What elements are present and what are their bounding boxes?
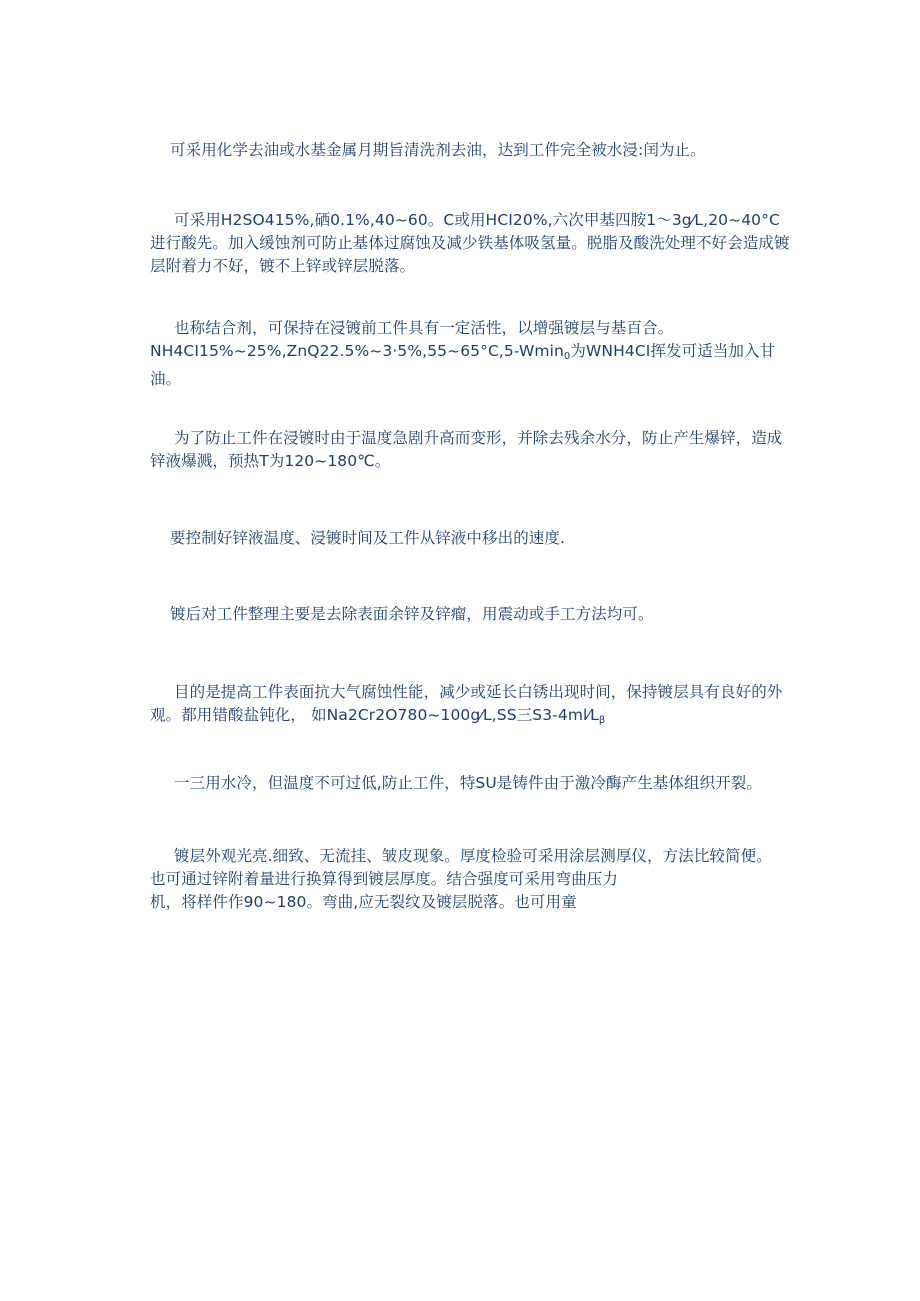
paragraph-line: 机，将样件作90~180。弯曲,应无裂纹及镀层脱落。也可用童 <box>150 893 577 911</box>
paragraph-line: 目的是提高工件表面抗大气腐蚀性能，减少或延长白锈出现时间，保持镀层具有良好的外 <box>174 683 783 701</box>
paragraph-line: 可采用化学去油或水基金属月期旨清洗剂去油，达到工件完全被水浸:闰为止。 <box>170 141 706 159</box>
paragraph-line: 一三用水冷，但温度不可过低,防止工件，特SU是铸件由于激冷酶产生基体组织开裂。 <box>174 774 763 792</box>
paragraph-line: NH4CI15%~25%,ZnQ22.5%~3·5%,55~65°C,5-Wmin <box>150 342 564 360</box>
paragraph-line: 也可通过锌附着量进行换算得到镀层厚度。结合强度可采用弯曲压力 <box>150 870 619 888</box>
paragraph-cooling <box>150 772 790 795</box>
paragraph-passivation <box>150 681 790 732</box>
paragraph-finishing <box>150 603 790 626</box>
paragraph-flux <box>150 317 790 391</box>
paragraph-line: 要控制好锌液温度、浸镀时间及工件从锌液中移出的速度. <box>170 529 566 547</box>
subscript: β <box>598 715 606 726</box>
paragraph-preheat <box>150 427 790 473</box>
paragraph-line: 可采用H2SO415%,硒0.1%,40~60。C或用HCI20%,六次甲基四胺1～3g⁄L,20~40°C <box>174 211 780 229</box>
paragraph-inspection <box>150 845 790 914</box>
paragraph-line: 油。 <box>150 370 182 388</box>
paragraph-line: 镀后对工件整理主要是去除表面余锌及锌瘤，用震动或手工方法均可。 <box>170 605 654 623</box>
paragraph-line: 层附着力不好，镀不上锌或锌层脱落。 <box>150 257 416 275</box>
paragraph-line: 镀层外观光亮.细致、无流挂、皱皮现象。厚度检验可采用涂层测厚仪，方法比较简便。 <box>174 847 772 865</box>
paragraph-line: 观。都用错酸盐钝化， 如Na2Cr2O780~100g⁄L,SS三S3-4ml⁄L <box>150 706 599 724</box>
paragraph-line: 锌液爆溅，预热T为120~180℃。 <box>150 452 391 470</box>
paragraph-line: 进行酸先。加入缓蚀剂可防止基体过腐蚀及减少铁基体吸氢量。脱脂及酸洗处理不好会造成镀 <box>150 234 790 252</box>
paragraph-pickling <box>150 209 790 278</box>
paragraph-dipping <box>150 527 790 550</box>
subscript: 0 <box>563 351 571 362</box>
paragraph-line: 也称结合剂，可保持在浸镀前工件具有一定活性，以增强镀层与基百合。 <box>174 319 674 337</box>
paragraph-line: 为了防止工件在浸镀时由于温度急剧升高而变形，并除去残余水分，防止产生爆锌，造成 <box>174 429 783 447</box>
paragraph-line-tail: 为WNH4CI挥发可适当加入甘 <box>570 342 776 360</box>
paragraph-degreasing <box>150 139 790 162</box>
